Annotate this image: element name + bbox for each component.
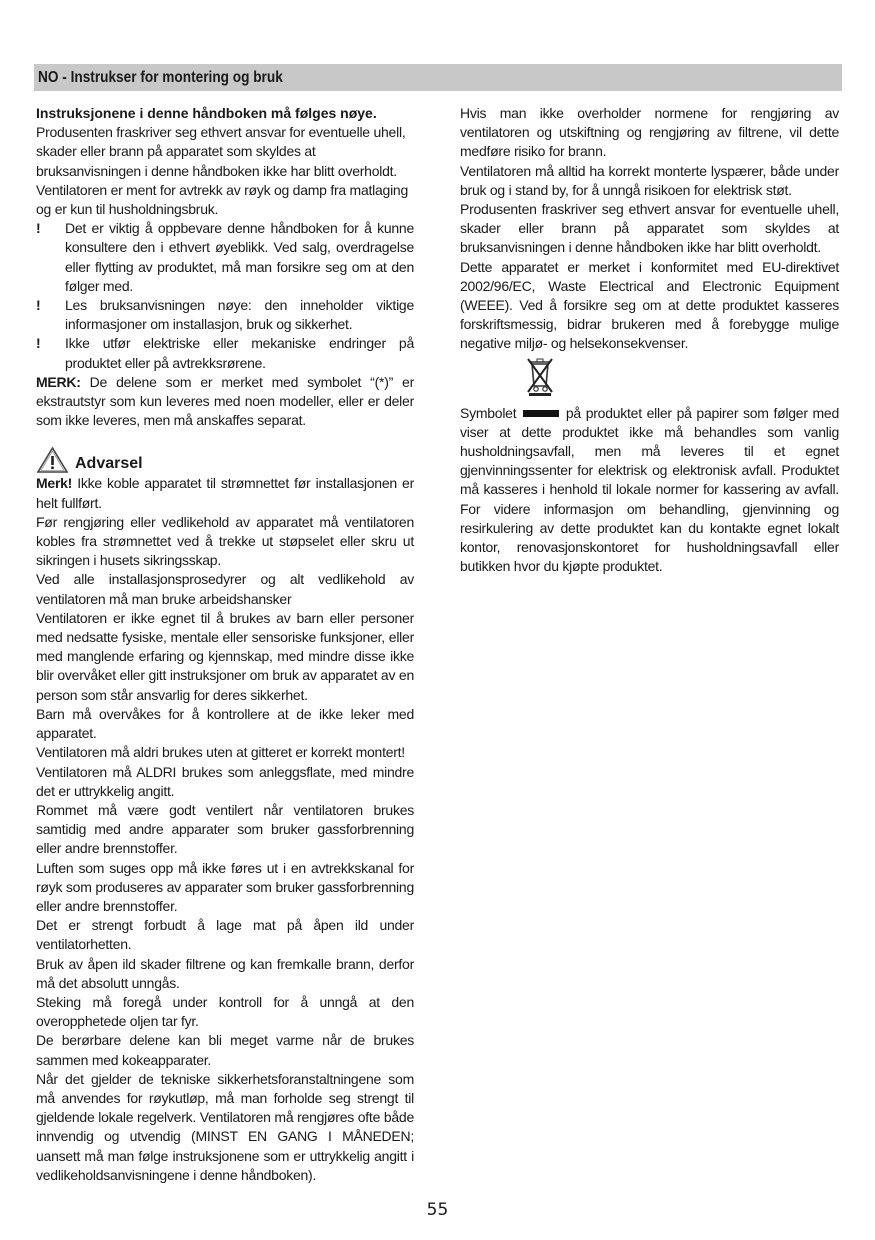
bullet-mark: ! [36, 335, 41, 352]
bullet-text: Ikke utfør elektriske eller mekaniske endringer på produktet eller på avtrekksrørene. [65, 335, 414, 371]
intro-paragraph: Produsenten fraskriver seg ethvert ansvar for eventuelle uhell, skader eller brann på apparatet som skyldes at bruksanvisningen i denne håndboken ikke har blitt overholdt. [36, 124, 406, 179]
warning-lead [36, 474, 414, 512]
warning-paragraph: Rommet må være godt ventilert når ventilatoren brukes samtidig med andre apparater som bruker gassforbrenning eller andre brennstoffer. [36, 801, 414, 857]
warning-paragraph: Steking må foregå under kontroll for å unngå at den overopphetede oljen tar fyr. [36, 993, 414, 1030]
warning-lead-text: Ikke koble apparatet til strømnettet før installasjonen er helt fullført. [36, 475, 414, 511]
warning-triangle-icon [36, 446, 69, 474]
warning-paragraph: Ved alle installasjonsprosedyrer og alt vedlikehold av ventilatoren må man bruke arbeidshansker [36, 571, 414, 607]
warning-paragraph: Bruk av åpen ild skader filtrene og kan fremkalle brann, derfor må det absolutt unngås. [36, 955, 414, 991]
warning-paragraph: Før rengjøring eller vedlikehold av apparatet må ventilatoren kobles fra strømnettet ved å trekke ut støpselet eller skru ut sikringen i husets sikringsskap. [36, 513, 414, 569]
bullet-item [36, 296, 414, 334]
right-paragraph: Ventilatoren må alltid ha korrekt monterte lyspærer, både under bruk og i stand by, for å unngå risikoen for elektrisk støt. [460, 162, 839, 198]
intro-paragraph: Ventilatoren er ment for avtrekk av røyk og damp fra matlaging og er kun til husholdningsbruk. [36, 181, 409, 218]
note-label: MERK: [36, 373, 81, 390]
warning-lead-label: Merk! [36, 475, 73, 492]
right-paragraph: Produsenten fraskriver seg ethvert ansvar for eventuelle uhell, skader eller brann på apparatet som skyldes at bruksanvisningen i denne håndboken ikke har blitt overholdt. [460, 201, 839, 256]
note-text: De delene som er merket med symbolet “(*)” er ekstrautstyr som kun leveres med noen modeller, eller er deler som ikke leveres, men må anskaffes separat. [36, 373, 414, 429]
symbol-prefix: Symbolet [460, 404, 517, 421]
right-column [460, 104, 839, 576]
warning-heading: Advarsel [75, 455, 143, 473]
bullet-text: Det er viktig å oppbevare denne håndboken for å kunne konsultere den i ethvert øyeblikk. Ved salg, overdragelse eller flytting av produktet, må man forsikre seg om at den følger med. [65, 220, 414, 294]
symbol-text: på produktet eller på papirer som følger med viser at dette produktet ikke må behandles som vanlig husholdningsavfall, men må leveres til et egnet gjenvinningssenter for elektrisk og elektronisk avfall. Produktet må kasseres i henhold til lokale normer for kassering av avfall. For videre informasjon om behandling, gjenvinning og resirkulering av dette produktet kan du kontakte egnet lokalt kontor, renovasjonskontoret for husholdningsavfall eller butikken hvor du kjøpte produktet. [460, 404, 839, 575]
warning-paragraph: Barn må overvåkes for å kontrollere at de ikke leker med apparatet. [36, 705, 414, 742]
warning-paragraph: De berørbare delene kan bli meget varme når de brukes sammen med kokeapparater. [36, 1032, 414, 1068]
bullet-mark: ! [36, 297, 41, 314]
warning-paragraph: Det er strengt forbudt å lage mat på åpen ild under ventilatorhetten. [36, 917, 414, 953]
left-column [36, 104, 414, 1185]
intro-heading: Instruksjonene i denne håndboken må følges nøye. [36, 105, 377, 121]
right-paragraph: Dette apparatet er merket i konformitet med EU-direktivet 2002/96/EC, Waste Electrical and Electronic Equipment (WEEE). Ved å forsikre seg om at dette produktet kasseres forskriftsmessig, bidrar brukeren med å forebygge mulige negative miljø- og helsekonsekvenser. [460, 258, 839, 352]
warning-heading-row [36, 444, 414, 474]
bullet-mark: ! [36, 220, 41, 237]
page-number: 55 [426, 1200, 449, 1220]
warning-paragraph: Ventilatoren må aldri brukes uten at gitteret er korrekt montert! [36, 744, 405, 761]
right-paragraph: Hvis man ikke overholder normene for rengjøring av ventilatoren og utskiftning og rengjøring av filtrene, vil dette medføre risiko for brann. [460, 105, 839, 160]
warning-paragraph: Ventilatoren er ikke egnet til å brukes av barn eller personer med nedsatte fysiske, mentale eller sensoriske funksjoner, eller med manglende erfaring og kjennskap, med mindre disse ikke blir overvåket eller gitt instruksjoner om bruk av apparatet av en person som står ansvarlig for deres sikkerhet. [36, 609, 414, 703]
bullet-text: Les bruksanvisningen nøye: den inneholder viktige informasjoner om installasjon, bruk og sikkerhet. [65, 297, 414, 333]
weee-symbol-block [460, 354, 839, 404]
symbol-paragraph [460, 404, 839, 577]
warning-paragraph: Ventilatoren må ALDRI brukes som anleggsflate, med mindre det er uttrykkelig angitt. [36, 763, 414, 799]
note-paragraph [36, 373, 414, 431]
warning-paragraph: Når det gjelder de tekniske sikkerhetsforanstaltningene som må anvendes for røykutløp, må man forholde seg strengt til gjeldende lokale regelverk. Ventilatoren må rengjøres ofte både innvendig og utvendig (MINST EN GANG I MÅNEDEN; uansett må man følge instruksjonene som er uttrykkelig angitt i vedlikeholdsanvisningene i denne håndboken). [36, 1070, 414, 1183]
bullet-item [36, 219, 414, 296]
bullet-item [36, 334, 414, 372]
section-title: NO - Instrukser for montering og bruk [38, 69, 283, 86]
crossed-out-bin-icon [525, 356, 555, 396]
warning-paragraph: Luften som suges opp må ikke føres ut i en avtrekkskanal for røyk som produseres av apparater som bruker gassforbrenning eller andre brennstoffer. [36, 859, 414, 914]
symbol-bar-icon [523, 410, 559, 417]
section-header-bar [34, 64, 842, 91]
